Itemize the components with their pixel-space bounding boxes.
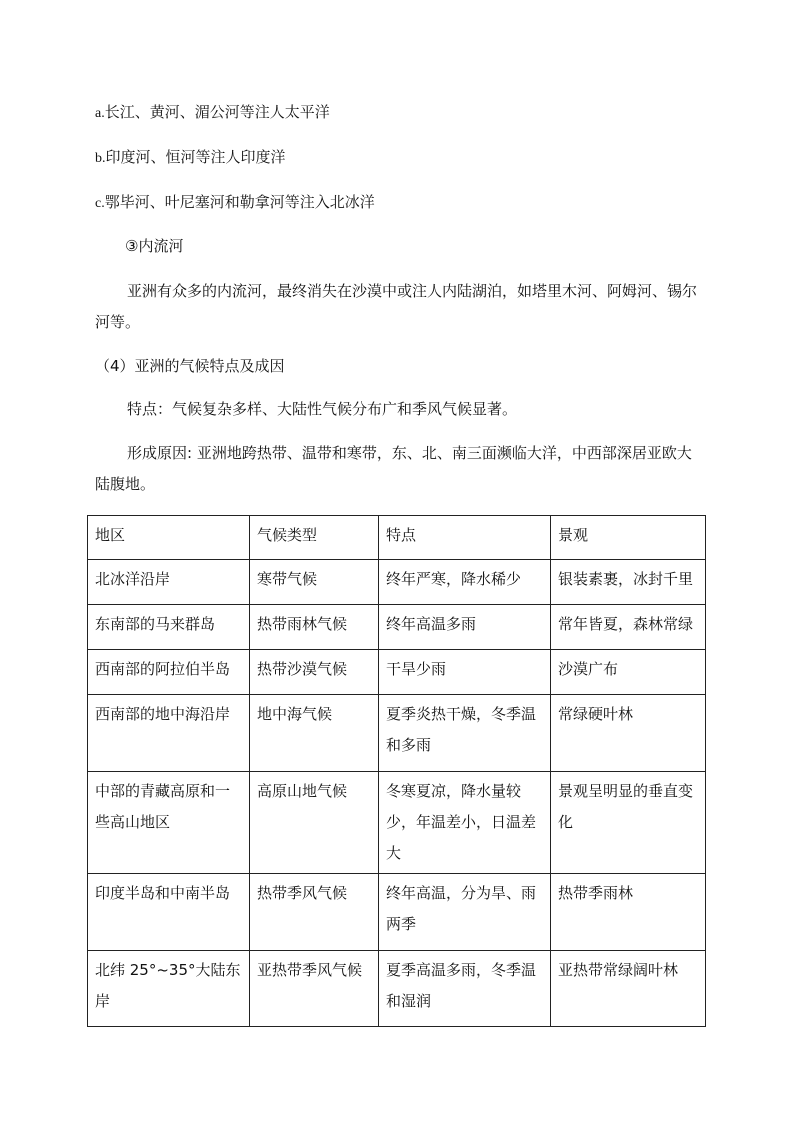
table-cell-region: 东南部的马来群岛 xyxy=(88,605,250,650)
list-item-a xyxy=(95,101,330,125)
table-cell-region: 北纬 25°~35°大陆东岸 xyxy=(88,951,250,1027)
climate-table xyxy=(87,515,706,1027)
table-cell-climate-type: 热带雨林气候 xyxy=(250,605,379,650)
table-cell-region: 西南部的地中海沿岸 xyxy=(88,695,250,772)
table-cell-climate-type: 热带季风气候 xyxy=(250,874,379,951)
list-item-prefix: b. xyxy=(95,151,106,166)
table-cell-region: 印度半岛和中南半岛 xyxy=(88,874,250,951)
table-cell-features: 终年严寒，降水稀少 xyxy=(379,560,551,605)
table-cell-region: 中部的青藏高原和一些高山地区 xyxy=(88,772,250,874)
list-item-b xyxy=(95,146,286,170)
list-item-text: 鄂毕河、叶尼塞河和勒拿河等注入北冰洋 xyxy=(104,193,375,211)
table-cell-landscape: 热带季雨林 xyxy=(551,874,706,951)
table-cell-features: 冬寒夏凉，降水量较少，年温差小，日温差大 xyxy=(379,772,551,874)
table-row xyxy=(88,560,706,605)
paragraph-climate-features: 特点：气候复杂多样、大陆性气候分布广和季风气候显著。 xyxy=(127,400,518,418)
table-cell-features: 终年高温，分为旱、雨两季 xyxy=(379,874,551,951)
table-header-cell: 景观 xyxy=(551,516,706,560)
table-cell-landscape: 常绿硬叶林 xyxy=(551,695,706,772)
table-header-cell: 气候类型 xyxy=(250,516,379,560)
table-row xyxy=(88,650,706,695)
table-cell-landscape: 常年皆夏，森林常绿 xyxy=(551,605,706,650)
table-cell-climate-type: 亚热带季风气候 xyxy=(250,951,379,1027)
table-header-row xyxy=(88,516,706,560)
table-row xyxy=(88,874,706,951)
list-item-text: 长江、黄河、湄公河等注人太平洋 xyxy=(104,103,330,121)
table-cell-features: 夏季高温多雨，冬季温和湿润 xyxy=(379,951,551,1027)
table-cell-features: 夏季炎热干燥，冬季温和多雨 xyxy=(379,695,551,772)
table-header-cell: 地区 xyxy=(88,516,250,560)
table-cell-features: 干旱少雨 xyxy=(379,650,551,695)
table-row xyxy=(88,605,706,650)
table-cell-landscape: 沙漠广布 xyxy=(551,650,706,695)
paragraph-inland-rivers: 亚洲有众多的内流河，最终消失在沙漠中或注人内陆湖泊，如塔里木河、阿姆河、锡尔河等。 xyxy=(95,282,698,331)
table-header-cell: 特点 xyxy=(379,516,551,560)
table-cell-region: 北冰洋沿岸 xyxy=(88,560,250,605)
list-item-text: 印度河、恒河等注人印度洋 xyxy=(105,148,286,166)
list-item-prefix: c. xyxy=(95,196,105,211)
table-cell-climate-type: 地中海气候 xyxy=(250,695,379,772)
table-cell-landscape: 景观呈明显的垂直变化 xyxy=(551,772,706,874)
table-cell-region: 西南部的阿拉伯半岛 xyxy=(88,650,250,695)
subheading-inland-rivers: ③内流河 xyxy=(125,237,184,255)
paragraph-climate-causes: 形成原因: 亚洲地跨热带、温带和寒带，东、北、南三面濒临大洋，中西部深居亚欧大陆腹地。 xyxy=(95,444,692,493)
section-heading-climate: （4）亚洲的气候特点及成因 xyxy=(95,357,285,375)
table-cell-climate-type: 热带沙漠气候 xyxy=(250,650,379,695)
table-row xyxy=(88,951,706,1027)
table-cell-climate-type: 高原山地气候 xyxy=(250,772,379,874)
list-item-prefix: a. xyxy=(95,106,105,121)
table-row xyxy=(88,695,706,772)
list-item-c xyxy=(95,191,375,215)
table-cell-landscape: 亚热带常绿阔叶林 xyxy=(551,951,706,1027)
table-cell-climate-type: 寒带气候 xyxy=(250,560,379,605)
table-cell-landscape: 银装素裹，冰封千里 xyxy=(551,560,706,605)
table-row xyxy=(88,772,706,874)
table-cell-features: 终年高温多雨 xyxy=(379,605,551,650)
